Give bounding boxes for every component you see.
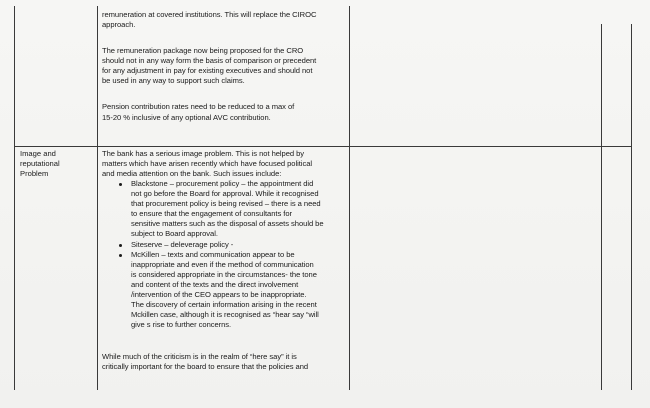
column-divider-2 [349,6,350,390]
row1-line: should not in any way form the basis of comparison or precedent [102,56,317,65]
row1-line: Pension contribution rates need to be reduced to a max of [102,102,295,111]
intro-line: matters which have arisen recently which have focused political [102,159,313,168]
bullet-line: give s rise to further concerns. [131,320,232,329]
bullet-line: is considered appropriate in the circumstances- the tone [131,270,317,279]
bullet-line: Siteserve – deleverage policy - [131,240,234,249]
bullet-line: Mckillen case, although it is recognised as “hear say “will [131,310,319,319]
closing-line: While much of the criticism is in the realm of “here say” it is [102,352,297,361]
column-divider-3 [601,24,602,390]
bullet-dot [119,254,122,257]
table-right-border [631,24,632,390]
intro-line: The bank has a serious image problem. This is not helped by [102,149,305,158]
row-label-line: reputational [20,159,60,168]
row1-line: The remuneration package now being proposed for the CRO [102,46,304,55]
bullet-line: not go before the Board for approval. While it recognised [131,189,319,198]
row1-line: be used in any way to support such claims. [102,76,245,85]
bullet-line: Blackstone – procurement policy – the appointment did [131,179,314,188]
bullet-line: /intervention of the CEO appears to be inappropriate. [131,290,307,299]
bullet-line: inappropriate and even if the method of communication [131,260,314,269]
row-label-line: Image and [20,149,56,158]
bullet-line: and content of the texts and the direct involvement [131,280,299,289]
bullet-line: that procurement policy is being revised – there is a need [131,199,321,208]
bullet-line: to ensure that the engagement of consultants for [131,209,292,218]
row1-line: for any adjustment in pay for existing executives and should not [102,66,313,75]
row1-line: remuneration at covered institutions. This will replace the CIROC [102,10,317,19]
row1-line: approach. [102,20,136,29]
row-label-line: Problem [20,169,49,178]
table-left-border [14,6,15,390]
bullet-line: The discovery of certain information arising in the recent [131,300,317,309]
bullet-dot [119,183,122,186]
bullet-line: McKillen – texts and communication appear to be [131,250,295,259]
row-divider [14,146,632,147]
intro-line: and media attention on the bank. Such issues include: [102,169,282,178]
bullet-dot [119,244,122,247]
column-divider-1 [97,6,98,390]
row1-line: 15-20 % inclusive of any optional AVC contribution. [102,113,271,122]
bullet-line: subject to Board approval. [131,229,218,238]
closing-line: critically important for the board to ensure that the policies and [102,362,309,371]
bullet-line: sensitive matters such as the disposal of assets should be [131,219,324,228]
